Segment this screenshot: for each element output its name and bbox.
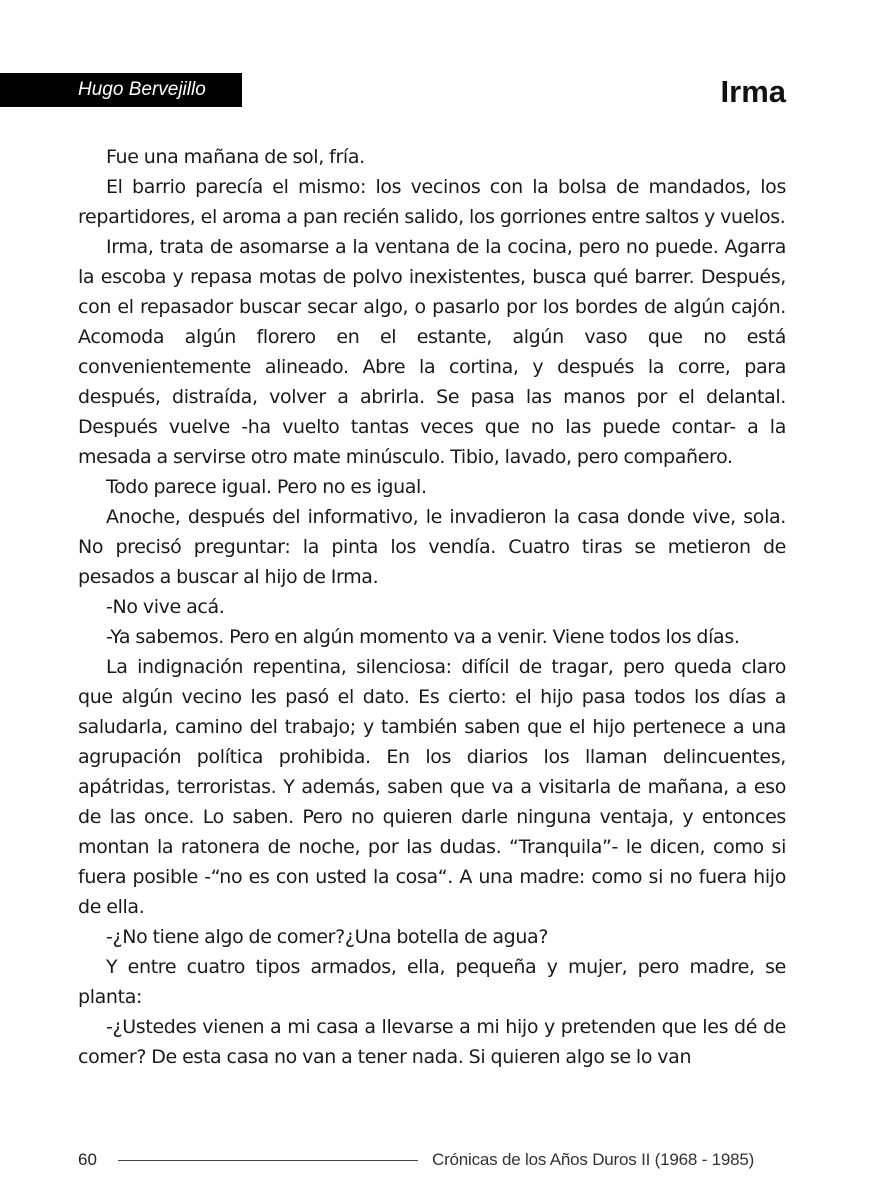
paragraph: Todo parece igual. Pero no es igual.: [106, 476, 427, 498]
page-footer: [78, 1146, 786, 1174]
body-text: [78, 142, 786, 1072]
paragraph: -Ya sabemos. Pero en algún momento va a venir. Viene todos los días.: [106, 626, 740, 648]
book-title: Crónicas de los Años Duros II (1968 - 1985): [432, 1150, 755, 1169]
paragraph: Irma, trata de asomarse a la ventana de la cocina, pero no puede. Agarra la escoba y repasa motas de polvo inexistentes, busca qué barrer. Después, con el repasador buscar secar algo, o pasarlo por los bordes de algún cajón. Acomoda algún florero en el estante, algún vaso que no está convenientemente alineado. Abre la cortina, y después la corre, para después, distraída, volver a abrirla. Se pasa las manos por el delantal. Después vuelve -ha vuelto tantas veces que no las puede contar- a la mesada a servirse otro mate minúsculo. Tibio, lavado, pero compañero.: [78, 236, 786, 468]
paragraph: Fue una mañana de sol, fría.: [106, 146, 365, 168]
chapter-title: Irma: [720, 74, 786, 109]
paragraph: -No vive acá.: [106, 596, 225, 618]
author-banner: [0, 73, 242, 107]
paragraph: La indignación repentina, silenciosa: difícil de tragar, pero queda claro que algún vecino les pasó el dato. Es cierto: el hijo pasa todos los días a saludarla, camino del trabajo; y también saben que el hijo pertenece a una agrupación política prohibida. En los diarios los llaman delincuentes, apátridas, terroristas. Y además, saben que va a visitarla de mañana, a eso de las once. Lo saben. Pero no quieren darle ninguna ventaja, y entonces montan la ratonera de noche, por las dudas. “Tranquila”- le dicen, como si fuera posible -“no es con usted la cosa“. A una madre: como si no fuera hijo de ella.: [78, 656, 786, 918]
paragraph: El barrio parecía el mismo: los vecinos con la bolsa de mandados, los repartidores, el aroma a pan recién salido, los gorriones entre saltos y vuelos.: [78, 176, 786, 228]
author-name: Hugo Bervejillo: [78, 79, 206, 100]
page-number: 60: [78, 1150, 97, 1169]
footer-divider: [118, 1160, 418, 1161]
paragraph: Anoche, después del informativo, le invadieron la casa donde vive, sola. No precisó preguntar: la pinta los vendía. Cuatro tiras se metieron de pesados a buscar al hijo de Irma.: [78, 506, 786, 588]
paragraph: -¿No tiene algo de comer?¿Una botella de agua?: [106, 926, 549, 948]
paragraph: -¿Ustedes vienen a mi casa a llevarse a mi hijo y pretenden que les dé de comer? De esta casa no van a tener nada. Si quieren algo se lo van: [78, 1016, 786, 1068]
paragraph: Y entre cuatro tipos armados, ella, pequeña y mujer, pero madre, se planta:: [78, 956, 786, 1008]
